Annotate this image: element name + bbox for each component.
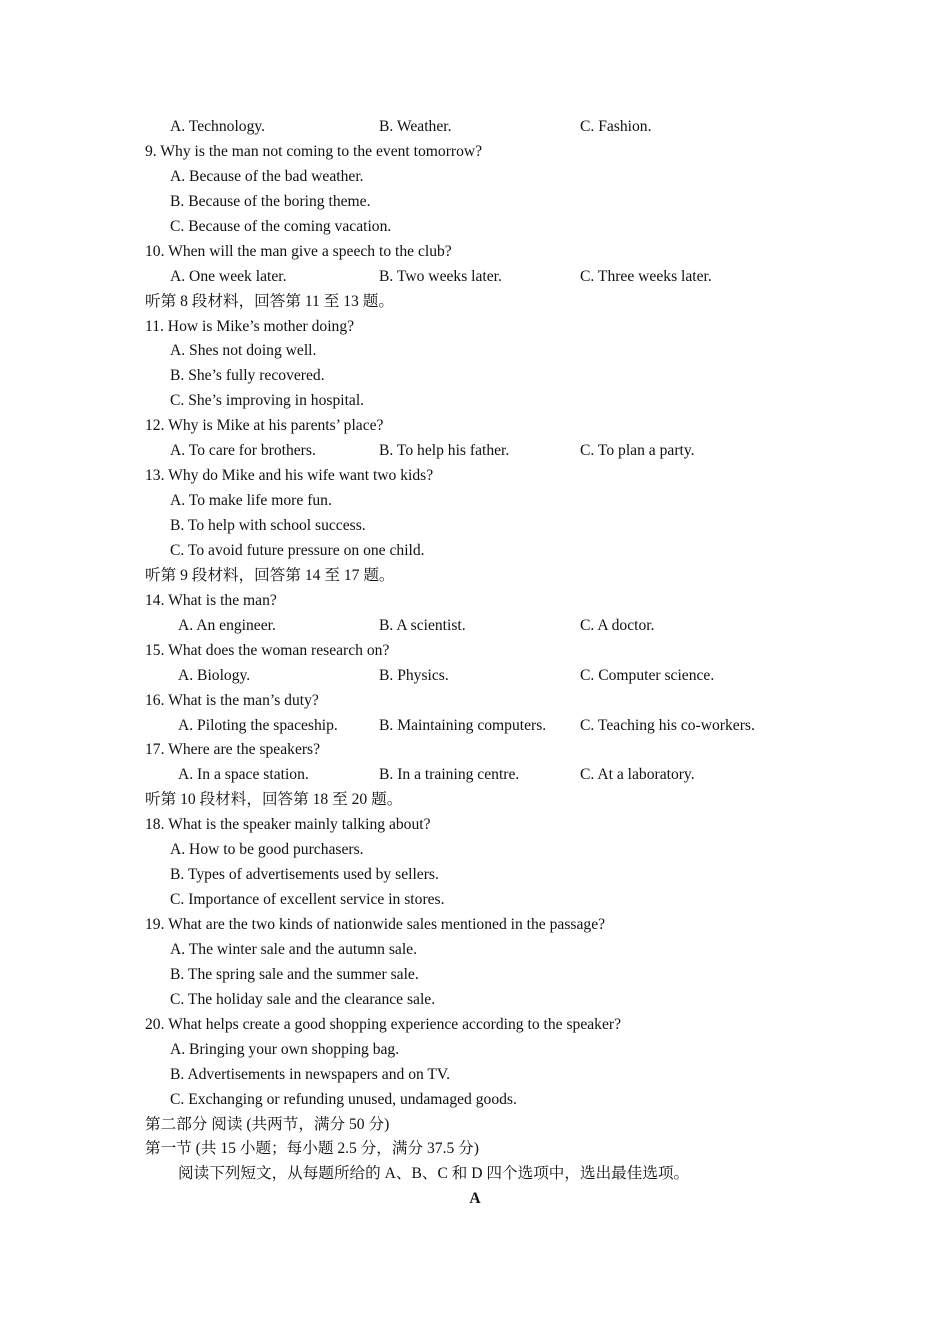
- option-a: A. Biology.: [178, 666, 251, 684]
- option-a: A. An engineer.: [178, 616, 276, 634]
- option-b: B. Two weeks later.: [379, 267, 502, 285]
- question-text: 19. What are the two kinds of nationwide sales mentioned in the passage?: [145, 916, 606, 933]
- option-b: B. In a training centre.: [379, 766, 520, 784]
- question-text: 13. Why do Mike and his wife want two kids?: [145, 467, 434, 485]
- answer-options-row: [0, 115, 950, 140]
- answer-option: B. She’s fully recovered.: [170, 367, 325, 385]
- answer-options-row: [0, 664, 950, 689]
- option-a: A. One week later.: [170, 267, 287, 285]
- listening-section-instruction: 听第 8 段材料，回答第 11 至 13 题。: [145, 292, 394, 310]
- option-c: C. A doctor.: [580, 616, 655, 634]
- answer-options-row: [0, 763, 950, 788]
- answer-options-row: [0, 265, 950, 290]
- option-a: A. Technology.: [170, 118, 266, 135]
- listening-section-instruction: 听第 10 段材料，回答第 18 至 20 题。: [145, 791, 403, 809]
- option-c: C. To plan a party.: [580, 442, 695, 460]
- answer-option: A. To make life more fun.: [170, 492, 332, 510]
- question-text: 11. How is Mike’s mother doing?: [145, 317, 355, 335]
- answer-option: C. She’s improving in hospital.: [170, 392, 365, 410]
- question-text: 20. What helps create a good shopping experience according to the speaker?: [145, 1015, 621, 1033]
- part-heading: 第一节 (共 15 小题；每小题 2.5 分，满分 37.5 分): [145, 1140, 479, 1158]
- option-a: A. Piloting the spaceship.: [178, 716, 338, 734]
- reading-instruction: 阅读下列短文，从每题所给的 A、B、C 和 D 四个选项中，选出最佳选项。: [178, 1165, 690, 1183]
- answer-option: A. Bringing your own shopping bag.: [170, 1040, 400, 1058]
- answer-options-row: [0, 439, 950, 464]
- question-text: 9. Why is the man not coming to the event tomorrow?: [145, 142, 483, 160]
- answer-option: C. Exchanging or refunding unused, undamaged goods.: [170, 1090, 517, 1108]
- answer-option: C. Importance of excellent service in stores.: [170, 891, 445, 909]
- option-b: B. To help his father.: [379, 442, 510, 460]
- question-text: 16. What is the man’s duty?: [145, 691, 319, 709]
- option-a: A. To care for brothers.: [170, 442, 316, 460]
- question-text: 17. Where are the speakers?: [145, 741, 321, 759]
- question-text: 10. When will the man give a speech to the club?: [145, 242, 452, 260]
- option-c: C. Teaching his co-workers.: [580, 716, 755, 734]
- question-text: 14. What is the man?: [145, 591, 277, 609]
- option-a: A. In a space station.: [178, 766, 309, 784]
- answer-options-row: [0, 614, 950, 639]
- question-text: 15. What does the woman research on?: [145, 641, 390, 659]
- answer-option: C. Because of the coming vacation.: [170, 217, 392, 235]
- answer-option: B. Types of advertisements used by sellers.: [170, 866, 439, 884]
- option-b: B. Maintaining computers.: [379, 716, 547, 734]
- answer-option: B. The spring sale and the summer sale.: [170, 965, 419, 983]
- option-c: C. Computer science.: [580, 666, 715, 684]
- option-c: C. At a laboratory.: [580, 766, 695, 784]
- option-c: C. Fashion.: [580, 118, 652, 135]
- question-text: 18. What is the speaker mainly talking about?: [145, 816, 431, 834]
- option-c: C. Three weeks later.: [580, 267, 712, 285]
- answer-option: A. The winter sale and the autumn sale.: [170, 940, 417, 958]
- listening-section-instruction: 听第 9 段材料，回答第 14 至 17 题。: [145, 566, 395, 584]
- option-b: B. A scientist.: [379, 616, 466, 634]
- part-heading: 第二部分 阅读 (共两节，满分 50 分): [145, 1115, 390, 1133]
- answer-option: A. Because of the bad weather.: [170, 167, 364, 185]
- answer-option: A. How to be good purchasers.: [170, 841, 364, 859]
- answer-option: C. To avoid future pressure on one child.: [170, 541, 425, 559]
- answer-options-row: [0, 714, 950, 739]
- question-text: 12. Why is Mike at his parents’ place?: [145, 417, 384, 435]
- answer-option: C. The holiday sale and the clearance sale.: [170, 990, 436, 1008]
- exam-page: [0, 115, 950, 1212]
- option-b: B. Physics.: [379, 666, 449, 684]
- answer-option: B. Advertisements in newspapers and on TV.: [170, 1065, 451, 1083]
- answer-option: B. To help with school success.: [170, 517, 366, 534]
- answer-option: A. Shes not doing well.: [170, 342, 317, 360]
- answer-option: B. Because of the boring theme.: [170, 192, 371, 210]
- passage-label: A: [469, 1190, 481, 1208]
- option-b: B. Weather.: [379, 118, 452, 135]
